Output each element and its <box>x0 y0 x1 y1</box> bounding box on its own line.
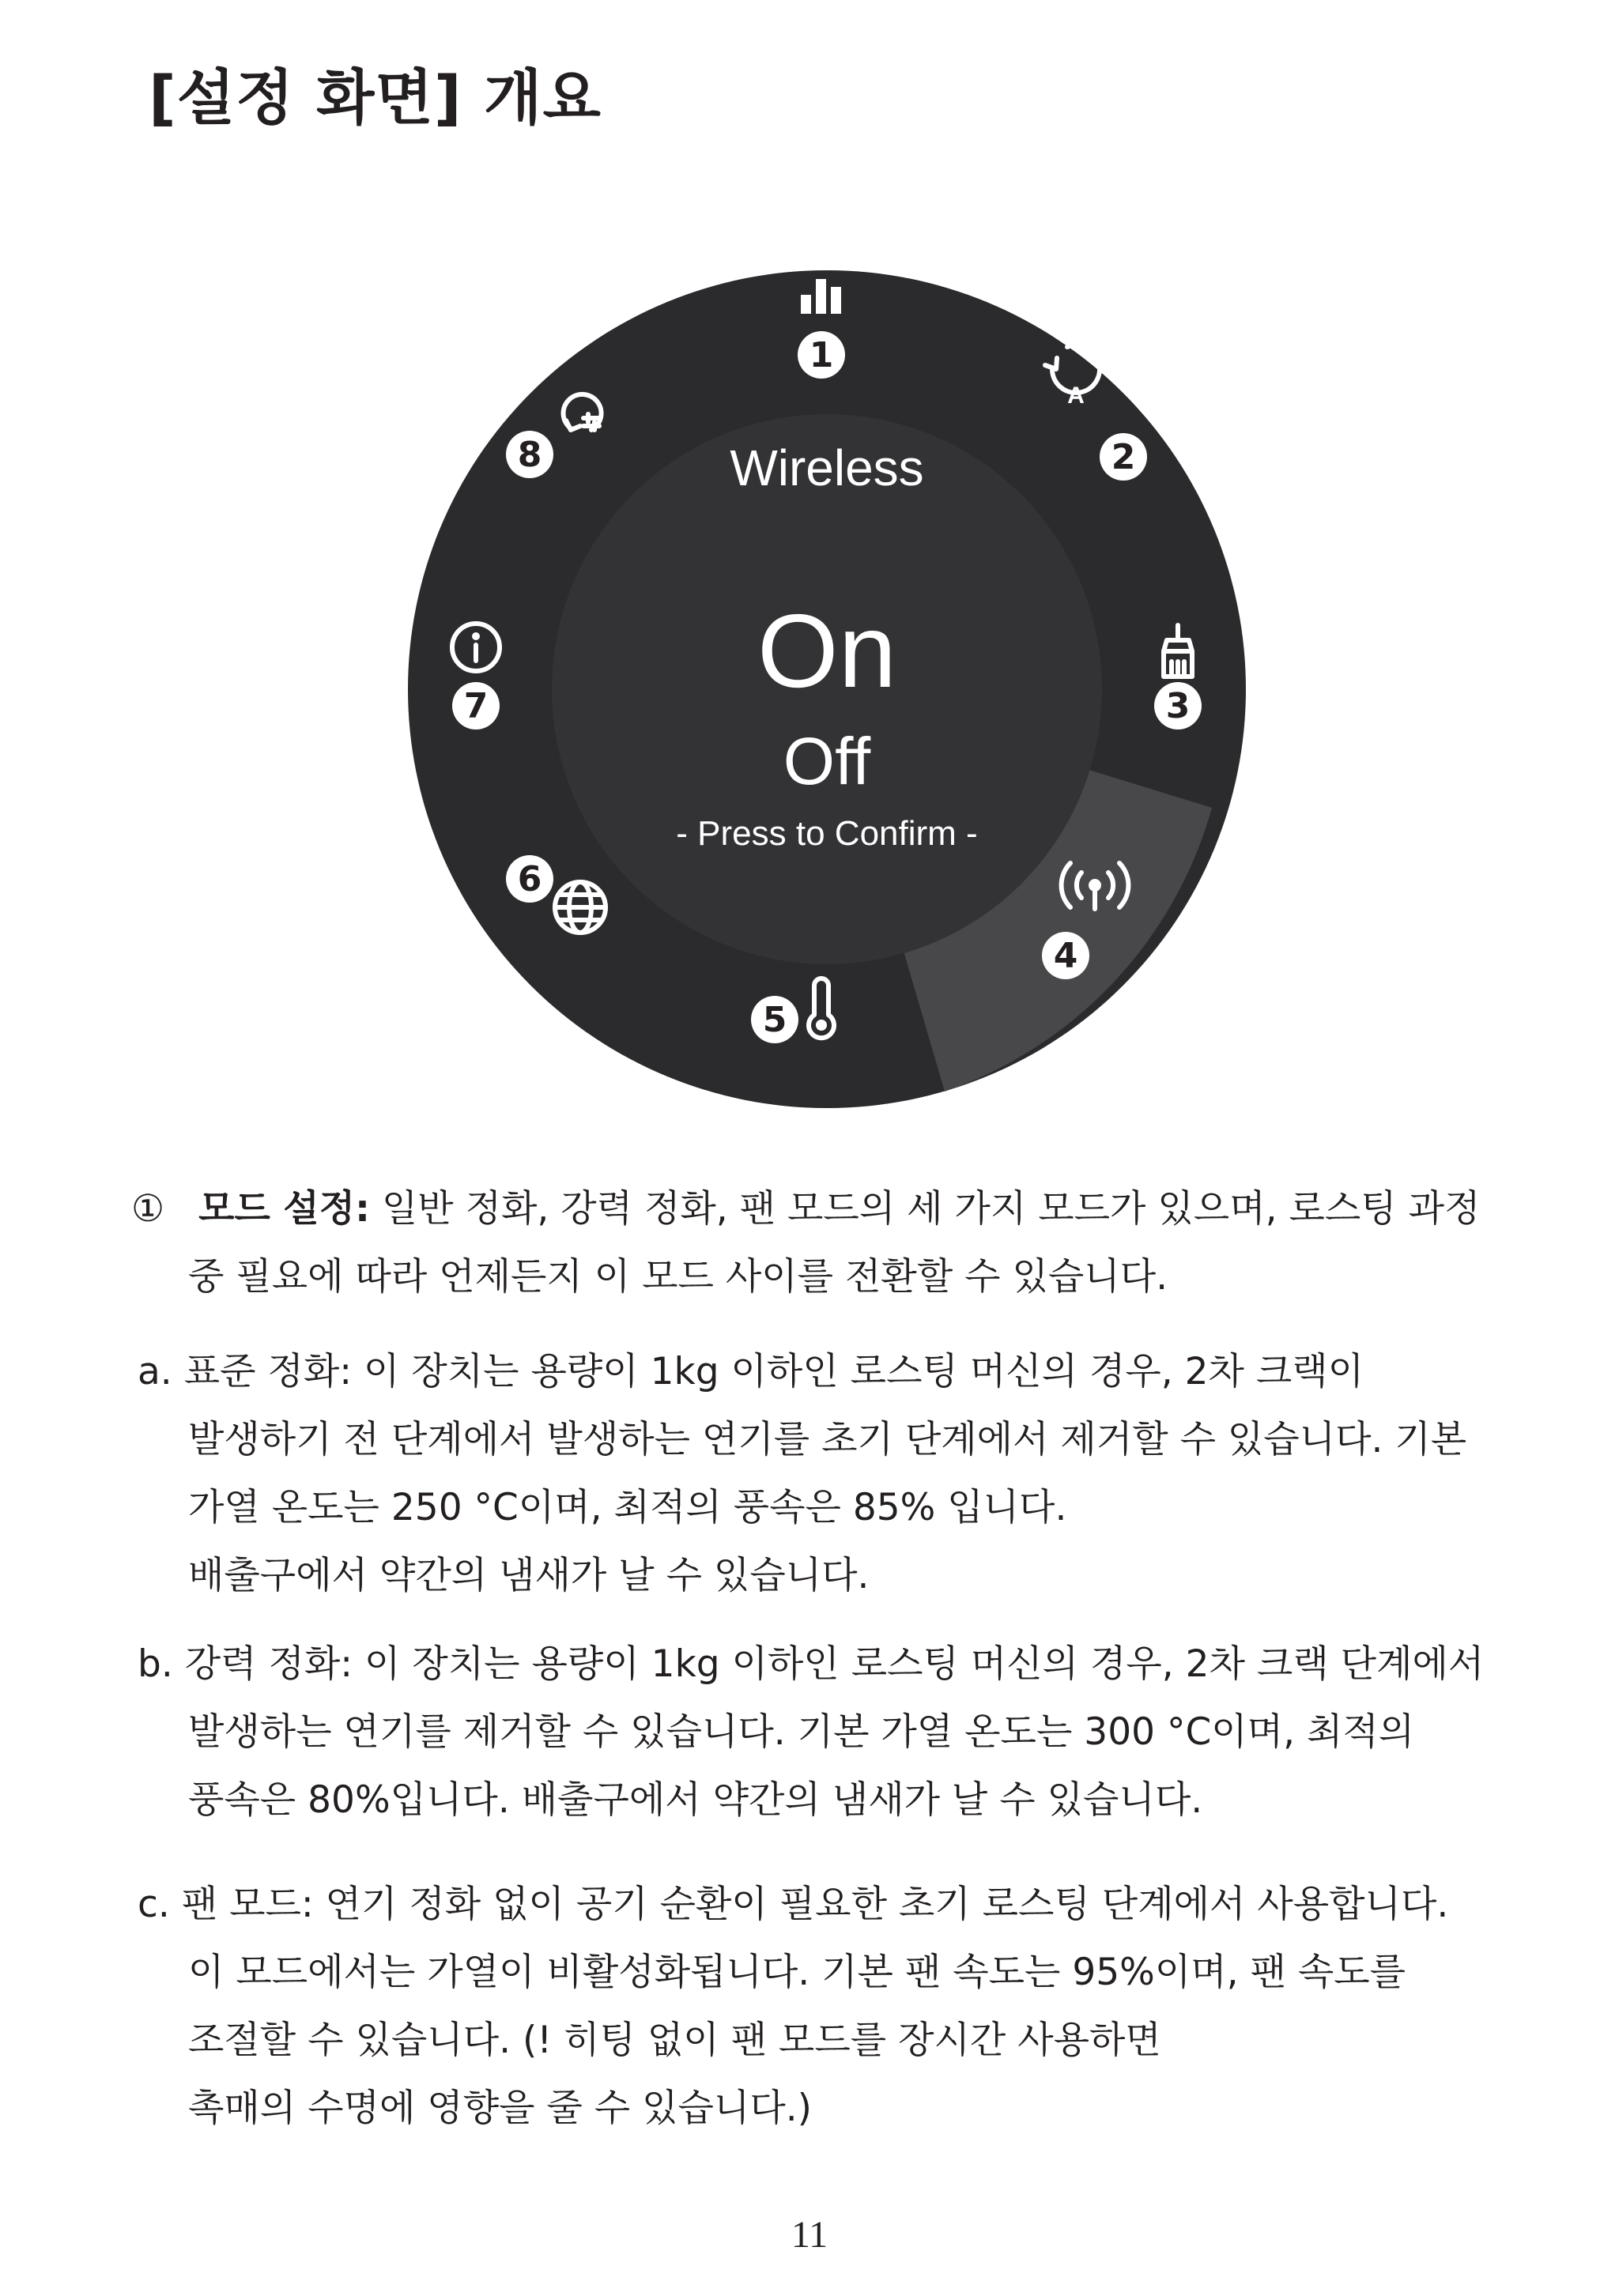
section-a-line-1: a. 표준 정화: 이 장치는 용량이 1kg 이하인 로스팅 머신의 경우, 2차 크랙이 <box>138 1350 1364 1393</box>
intro-line-1 <box>131 1175 1480 1243</box>
intro-text-1: 일반 정화, 강력 정화, 팬 모드의 세 가지 모드가 있으며, 로스팅 과정 <box>381 1187 1481 1231</box>
off-option[interactable]: Off <box>783 724 871 798</box>
section-a-line-4: 배출구에서 약간의 냄새가 날 수 있습니다. <box>188 1554 870 1597</box>
section-fan <box>138 1871 1448 2143</box>
item-number-2: 2 <box>1111 437 1136 477</box>
settings-dial <box>408 270 1246 1108</box>
settings-dial-graphic <box>408 270 1246 1108</box>
section-b-line-3: 풍속은 80%입니다. 배출구에서 약간의 냄새가 날 수 있습니다. <box>188 1778 1203 1822</box>
item-number-5: 5 <box>762 1000 787 1040</box>
section-c-line-2: 이 모드에서는 가열이 비활성화됩니다. 기본 팬 속도는 95%이며, 팬 속도를 <box>188 1951 1406 1994</box>
intro-paragraph <box>131 1175 1480 1311</box>
item-number-3: 3 <box>1165 686 1191 726</box>
section-b-line-1: b. 강력 정화: 이 장치는 용량이 1kg 이하인 로스팅 머신의 경우, 2차 크랙 단계에서 <box>138 1642 1485 1686</box>
section-c-line-1: c. 팬 모드: 연기 정화 없이 공기 순환이 필요한 초기 로스팅 단계에서 사용합니다. <box>138 1883 1449 1926</box>
section-standard <box>138 1338 1466 1610</box>
on-option[interactable]: On <box>757 593 897 709</box>
section-b-line-2: 발생하는 연기를 제거할 수 있습니다. 기본 가열 온도는 300 °C이며, 최적의 <box>188 1710 1415 1754</box>
press-to-confirm-label: - Press to Confirm - <box>676 814 978 853</box>
section-c-line-3: 조절할 수 있습니다. (! 히팅 없이 팬 모드를 장시간 사용하면 <box>188 2019 1161 2062</box>
item-number-4: 4 <box>1053 936 1078 976</box>
item-number-1: 1 <box>809 335 834 375</box>
intro-label: 모드 설정: <box>198 1187 370 1231</box>
section-c-line-4: 촉매의 수명에 영향을 줄 수 있습니다.) <box>188 2087 813 2130</box>
item-number-7: 7 <box>463 686 489 726</box>
svg-text:A: A <box>1067 383 1085 409</box>
section-strong <box>138 1631 1484 1834</box>
intro-marker: ① <box>131 1187 165 1231</box>
section-a-line-3: 가열 온도는 250 °C이며, 최적의 풍속은 85% 입니다. <box>188 1486 1067 1529</box>
page-number: 11 <box>791 2214 828 2256</box>
section-a-line-2: 발생하기 전 단계에서 발생하는 연기를 초기 단계에서 제거할 수 있습니다. 기본 <box>188 1418 1467 1461</box>
wireless-label: Wireless <box>730 439 924 496</box>
item-number-6: 6 <box>517 859 542 899</box>
intro-line-2: 중 필요에 따라 언제든지 이 모드 사이를 전환할 수 있습니다. <box>188 1255 1168 1299</box>
page-title: [설정 화면] 개요 <box>149 62 602 133</box>
item-number-8: 8 <box>517 435 542 475</box>
